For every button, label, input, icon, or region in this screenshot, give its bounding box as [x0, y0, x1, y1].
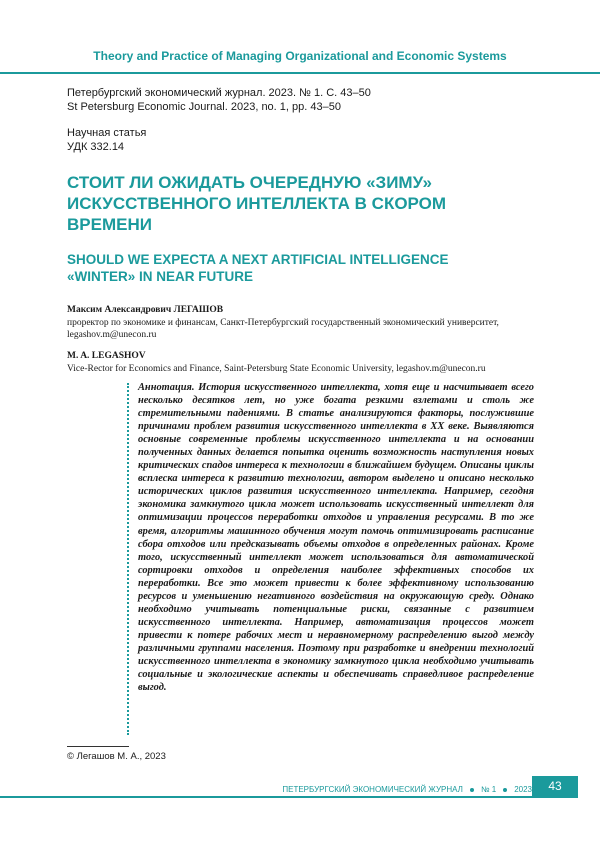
author-affiliation-en: Vice-Rector for Economics and Finance, Saint-Petersburg State Economic University, legashov.m@unecon.ru: [67, 363, 486, 374]
title-russian: СТОИТ ЛИ ОЖИДАТЬ ОЧЕРЕДНУЮ «ЗИМУ» ИСКУССТВЕННОГО ИНТЕЛЛЕКТА В СКОРОМ ВРЕМЕНИ: [67, 173, 447, 234]
author-email-ru: legashov.m@unecon.ru: [67, 330, 157, 340]
citation-ru: Петербургский экономический журнал. 2023. № 1. С. 43–50: [67, 87, 371, 99]
header-divider: [0, 72, 600, 74]
journal-series-header: Theory and Practice of Managing Organizational and Economic Systems: [93, 49, 507, 63]
udc-code: УДК 332.14: [67, 141, 125, 153]
citation-en: St Petersburg Economic Journal. 2023, no. 1, pp. 43–50: [67, 101, 341, 113]
footer-issue: № 1: [480, 785, 497, 794]
abstract-dotted-rule: [127, 383, 129, 735]
author-ru: [67, 304, 547, 342]
footer-divider: [0, 796, 578, 798]
citation-block: [67, 86, 371, 114]
footer-year: 2023: [514, 785, 532, 794]
article-type: Научная статья: [67, 127, 147, 139]
footer-journal: ПЕТЕРБУРГСКИЙ ЭКОНОМИЧЕСКИЙ ЖУРНАЛ: [282, 785, 463, 794]
author-en: [67, 350, 547, 375]
copyright-note: © Легашов М. А., 2023: [67, 751, 166, 762]
abstract-text: Аннотация. История искусственного интеллекта, хотя еще и насчитывает всего несколько десятков лет, но уже богата резкими взлетами и столь же стремительными падениями. В статье анализируются факторы, послужившие причинами проблем развития искусственного интеллекта в XX веке. Выявляются основные современные проблемы искусственного интеллекта и на основании полученных данных делается попытка оценить возможность наступления новых критических спадов интереса к технологии в ближайшем будущем. Описаны циклы всплеска интереса к развитию технологии, автором выделено и описано несколько исторических циклов развития искусственного интеллекта. Например, сегодня экономика замкнутого цикла может использовать искусственный интеллект для оптимизации процессов переработки отходов и управления ресурсами. В то же время, алгоритмы машинного обучения могут помочь оптимизировать расписание сбора отходов или предсказывать объемы отходов в определенных районах. Кроме того, искусственный интеллект может использоваться для автоматической сортировки отходов и определения наиболее эффективных способов их переработки. Все это может привести к более эффективному использованию ресурсов и уменьшению негативного воздействия на окружающую среду. Однако необходимо учитывать потенциальные риски, связанные с развитием искусственного интеллекта. Например, автоматизация процессов может привести к потере рабочих мест и неравномерному распределению выгод между различными группами населения. Поэтому при разработке и внедрении технологий искусственного интеллекта в экономику замкнутого цикла необходимо учитывать социальные и экологические аспекты и обеспечивать справедливое распределение выгод.: [138, 382, 534, 694]
author-name-en: M. A. LEGASHOV: [67, 351, 146, 361]
abstract-section: [134, 381, 534, 739]
footer-dot: [503, 788, 507, 792]
author-name-ru: Максим Александрович ЛЕГАШОВ: [67, 305, 224, 315]
article-meta: [67, 126, 146, 154]
page-number: 43: [532, 776, 578, 796]
author-affiliation-ru: проректор по экономике и финансам, Санкт-Петербургский государственный экономический университет,: [67, 317, 499, 328]
title-english: SHOULD WE EXPECTA A NEXT ARTIFICIAL INTELLIGENCE «WINTER» IN NEAR FUTURE: [67, 252, 449, 284]
copyright-divider: [67, 746, 129, 747]
footer-dot: [470, 788, 474, 792]
